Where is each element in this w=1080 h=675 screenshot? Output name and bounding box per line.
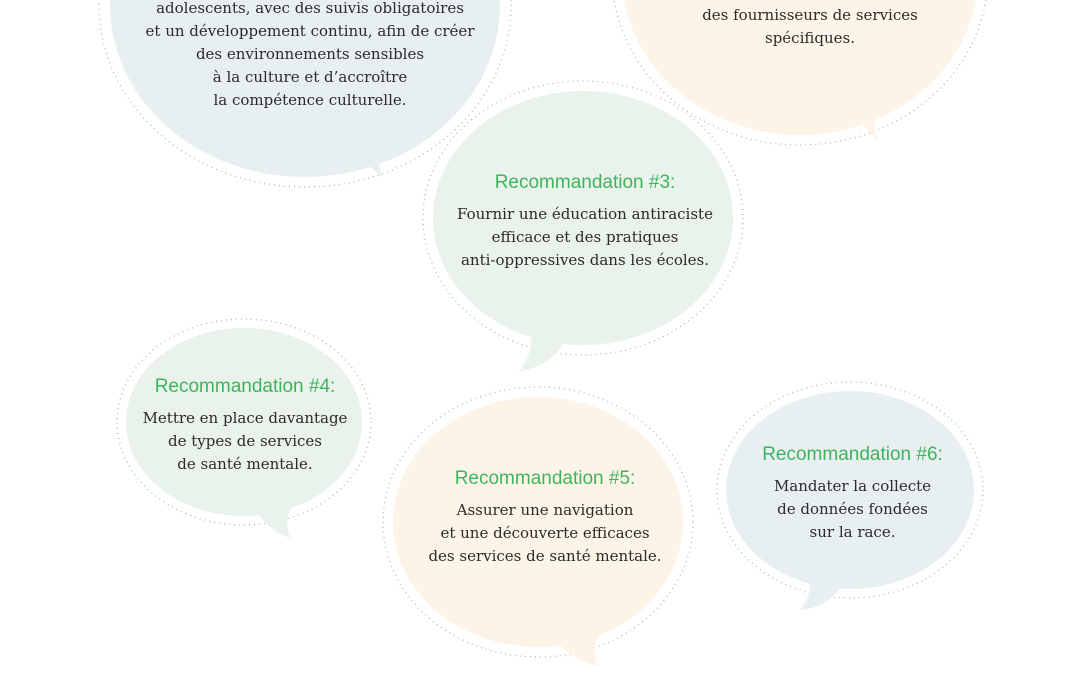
recommendation-1-line-1: adolescents, avec des suivis obligatoires xyxy=(156,0,464,17)
recommendation-4-line-2: de types de services xyxy=(168,432,322,450)
recommendation-5-bubble xyxy=(380,390,710,675)
recommendation-3-title: Recommandation #3: xyxy=(494,172,676,193)
recommendation-6-title: Recommandation #6: xyxy=(762,444,943,465)
recommendation-5-line-1: Assurer une navigation xyxy=(456,501,634,519)
recommendation-5-line-3: des services de santé mentale. xyxy=(428,547,662,565)
recommendation-1-line-5: la compétence culturelle. xyxy=(213,91,407,109)
recommendation-4-title: Recommandation #4: xyxy=(154,376,336,397)
recommendation-1-line-3: des environnements sensibles xyxy=(195,45,425,63)
recommendation-1-line-4: à la culture et d’accroître xyxy=(212,68,408,86)
recommendation-5-text xyxy=(380,468,710,568)
recommendation-2-line-2: des fournisseurs de services xyxy=(702,6,918,24)
recommendation-6-bubble xyxy=(715,380,990,620)
recommendation-6-line-3: sur la race. xyxy=(809,523,896,541)
recommendation-4-line-3: de santé mentale. xyxy=(177,455,313,473)
recommendation-5-title: Recommandation #5: xyxy=(454,468,636,489)
recommendation-3-text xyxy=(420,172,750,272)
recommendation-1-line-2: et un développement continu, afin de créer xyxy=(145,22,475,40)
recommendation-4-text xyxy=(115,376,375,476)
recommendation-5-line-2: et une découverte efficaces xyxy=(440,524,650,542)
recommendation-4-line-1: Mettre en place davantage xyxy=(142,409,348,427)
recommendation-3-line-2: efficace et des pratiques xyxy=(491,228,679,246)
recommendation-4-bubble xyxy=(115,318,375,548)
recommendation-6-line-1: Mandater la collecte xyxy=(773,477,932,495)
recommendation-3-line-1: Fournir une éducation antiraciste xyxy=(457,205,713,223)
recommendation-6-line-2: de données fondées xyxy=(777,500,928,518)
recommendation-3-bubble xyxy=(420,90,750,380)
recommendation-2-text xyxy=(620,0,1000,50)
recommendation-6-text xyxy=(715,444,990,544)
recommendation-3-line-3: anti-oppressives dans les écoles. xyxy=(460,251,710,269)
recommendation-2-line-3: spécifiques. xyxy=(765,29,855,47)
